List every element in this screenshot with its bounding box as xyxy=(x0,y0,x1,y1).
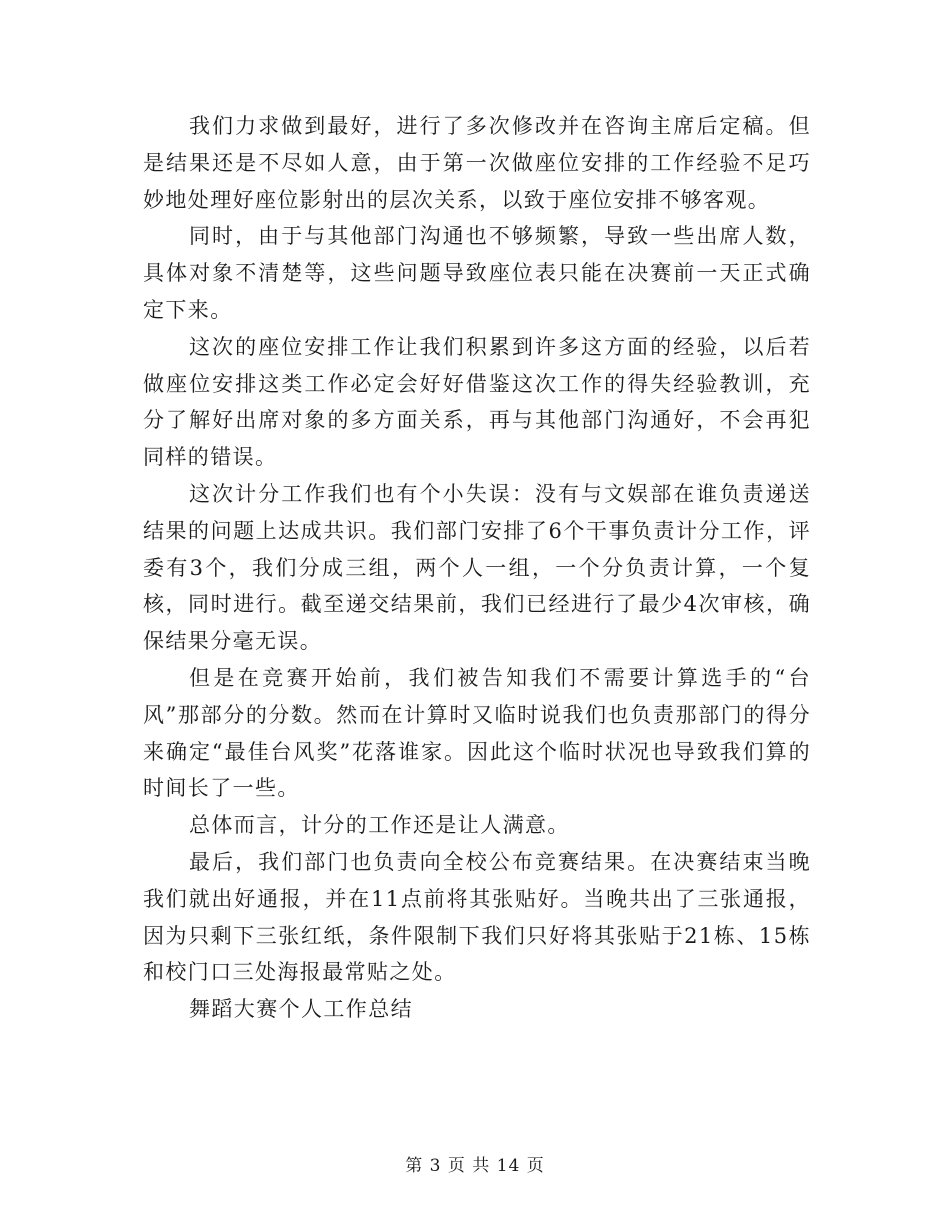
paragraph-seating-revision: 我们力求做到最好，进行了多次修改并在咨询主席后定稿。但是结果还是不尽如人意，由于第一次做座位安排的工作经验不足巧妙地处理好座位影射出的层次关系，以致于座位安排不够客观。 xyxy=(143,114,811,212)
paragraph-scoring-mistake: 这次计分工作我们也有个小失误：没有与文娱部在谁负责递送结果的问题上达成共识。我们部门安排了6个干事负责计分工作，评委有3个，我们分成三组，两个人一组，一个分负责计算，一个复核，同时进行。截至递交结果前，我们已经进行了最少4次审核，确保结果分毫无误。 xyxy=(143,481,811,654)
paragraph-stage-presence-score: 但是在竞赛开始前，我们被告知我们不需要计算选手的“台风”那部分的分数。然而在计算时又临时说我们也负责那部门的得分来确定“最佳台风奖”花落谁家。因此这个临时状况也导致我们算的时间长了一些。 xyxy=(143,665,811,801)
document-body xyxy=(143,108,811,1028)
paragraph-communication: 同时，由于与其他部门沟通也不够频繁，导致一些出席人数，具体对象不清楚等，这些问题导致座位表只能在决赛前一天正式确定下来。 xyxy=(143,224,811,322)
page-footer xyxy=(0,1151,950,1176)
paragraph-seating-lessons: 这次的座位安排工作让我们积累到许多这方面的经验，以后若做座位安排这类工作必定会好好借鉴这次工作的得失经验教训，充分了解好出席对象的多方面关系，再与其他部门沟通好，不会再犯同样的错误。 xyxy=(143,334,811,470)
paragraph-results-announcement: 最后，我们部门也负责向全校公布竞赛结果。在决赛结束当晚我们就出好通报，并在11点前将其张贴好。当晚共出了三张通报，因为只剩下三张红纸，条件限制下我们只好将其张贴于21栋、15栋和校门口三处海报最常贴之处。 xyxy=(143,849,811,985)
page-number-label: 第 3 页 共 14 页 xyxy=(405,1156,545,1176)
paragraph-scoring-summary: 总体而言，计分的工作还是让人满意。 xyxy=(189,813,570,838)
section-heading: 舞蹈大赛个人工作总结 xyxy=(189,997,413,1022)
